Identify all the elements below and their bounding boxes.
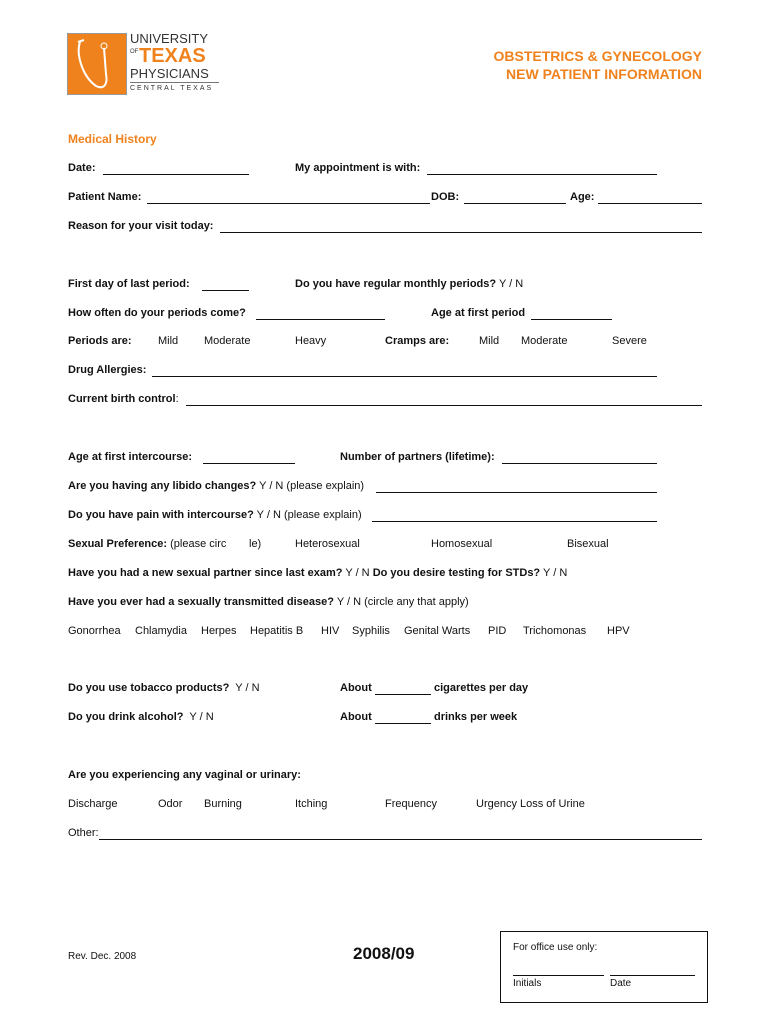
cigarettes-field[interactable] xyxy=(375,694,431,695)
age-label: Age: xyxy=(570,191,595,203)
period-option-moderate[interactable]: Moderate xyxy=(204,335,251,347)
option-homosexual[interactable]: Homosexual xyxy=(431,538,493,550)
period-option-heavy[interactable]: Heavy xyxy=(295,335,327,347)
drug-allergies-label: Drug Allergies: xyxy=(68,364,147,376)
period-frequency-field[interactable] xyxy=(256,319,385,320)
symptom-option[interactable]: Discharge xyxy=(68,798,118,810)
std-history-question: Have you ever had a sexually transmitted disease? Y / N (circle any that apply) xyxy=(68,596,469,608)
cramp-option-mild[interactable]: Mild xyxy=(479,335,500,347)
option-heterosexual[interactable]: Heterosexual xyxy=(295,538,360,550)
logo-physicians: PHYSICIANS xyxy=(130,66,209,81)
symptoms-question: Are you experiencing any vaginal or urinary: xyxy=(68,769,301,781)
ut-physicians-logo xyxy=(67,33,219,95)
regular-periods-question: Do you have regular monthly periods? Y / N xyxy=(295,278,524,290)
std-option[interactable]: Chlamydia xyxy=(135,625,187,637)
sexual-preference-label-end: le) xyxy=(249,538,262,550)
drinks-label: drinks per week xyxy=(434,711,518,723)
tobacco-question: Do you use tobacco products? Y / N xyxy=(68,682,260,694)
periods-are-label: Periods are: xyxy=(68,335,132,347)
symptom-option[interactable]: Frequency xyxy=(385,798,437,810)
page-title xyxy=(494,47,702,83)
symptom-option[interactable]: Itching xyxy=(295,798,328,810)
first-day-period-label: First day of last period: xyxy=(68,278,190,290)
std-option[interactable]: PID xyxy=(488,625,507,637)
dob-field[interactable] xyxy=(464,203,566,204)
initials-label: Initials xyxy=(513,978,542,989)
std-option[interactable]: Hepatitis B xyxy=(250,625,304,637)
other-label: Other: xyxy=(68,827,99,839)
section-heading: Medical History xyxy=(68,132,157,146)
date-field[interactable] xyxy=(103,174,249,175)
logo-university: UNIVERSITY xyxy=(130,31,209,46)
initials-field[interactable] xyxy=(513,975,604,976)
age-first-intercourse-label: Age at first intercourse: xyxy=(68,451,193,463)
appointment-label: My appointment is with: xyxy=(295,162,421,174)
office-date-label: Date xyxy=(610,978,632,989)
age-field[interactable] xyxy=(598,203,702,204)
other-field[interactable] xyxy=(99,839,702,840)
appointment-field[interactable] xyxy=(427,174,657,175)
title-line-2: NEW PATIENT INFORMATION xyxy=(506,66,702,82)
libido-question: Are you having any libido changes? Y / N (please explain) xyxy=(68,480,365,492)
office-date-field[interactable] xyxy=(610,975,695,976)
patient-name-field[interactable] xyxy=(147,203,430,204)
period-frequency-label: How often do your periods come? xyxy=(68,307,246,319)
logo-texas: TEXAS xyxy=(139,45,206,67)
libido-field[interactable] xyxy=(376,492,657,493)
first-day-period-field[interactable] xyxy=(202,290,249,291)
sexual-preference-label: Sexual Preference: (please circ xyxy=(68,538,227,550)
cramps-are-label: Cramps are: xyxy=(385,335,450,347)
patient-name-label: Patient Name: xyxy=(68,191,142,203)
std-option[interactable]: Trichomonas xyxy=(523,625,587,637)
option-bisexual[interactable]: Bisexual xyxy=(567,538,609,550)
stethoscope-icon xyxy=(67,33,127,95)
symptom-option[interactable]: Odor xyxy=(158,798,183,810)
age-first-period-field[interactable] xyxy=(531,319,612,320)
std-option[interactable]: HIV xyxy=(321,625,340,637)
form-year: 2008/09 xyxy=(353,944,415,963)
symptom-option[interactable]: Urgency Loss of Urine xyxy=(476,798,585,810)
about-label: About xyxy=(340,711,372,723)
drug-allergies-field[interactable] xyxy=(152,376,657,377)
title-line-1: OBSTETRICS & GYNECOLOGY xyxy=(493,48,702,64)
pain-question: Do you have pain with intercourse? Y / N (please explain) xyxy=(68,509,362,521)
std-option[interactable]: HPV xyxy=(607,625,630,637)
drinks-field[interactable] xyxy=(375,723,431,724)
std-option[interactable]: Herpes xyxy=(201,625,237,637)
age-first-period-label: Age at first period xyxy=(431,307,526,319)
std-option[interactable]: Genital Warts xyxy=(404,625,471,637)
office-use-label: For office use only: xyxy=(513,942,598,953)
logo-central-texas: CENTRAL TEXAS xyxy=(130,85,214,92)
symptom-option[interactable]: Burning xyxy=(204,798,242,810)
pain-field[interactable] xyxy=(372,521,657,522)
logo-of: OF xyxy=(130,49,139,55)
revision-date: Rev. Dec. 2008 xyxy=(68,951,137,962)
cramp-option-moderate[interactable]: Moderate xyxy=(521,335,568,347)
cigarettes-label: cigarettes per day xyxy=(434,682,529,694)
cramp-option-severe[interactable]: Severe xyxy=(612,335,647,347)
birth-control-label: Current birth control: xyxy=(68,393,179,405)
office-use-box xyxy=(500,931,708,1003)
partners-label: Number of partners (lifetime): xyxy=(340,451,495,463)
date-label: Date: xyxy=(68,162,96,174)
alcohol-question: Do you drink alcohol? Y / N xyxy=(68,711,214,723)
dob-label: DOB: xyxy=(431,191,460,203)
std-option[interactable]: Gonorrhea xyxy=(68,625,121,637)
age-first-intercourse-field[interactable] xyxy=(203,463,295,464)
std-option[interactable]: Syphilis xyxy=(352,625,390,637)
partners-field[interactable] xyxy=(502,463,657,464)
period-option-mild[interactable]: Mild xyxy=(158,335,179,347)
reason-field[interactable] xyxy=(220,232,702,233)
new-partner-std-testing-question: Have you had a new sexual partner since last exam? Y / N Do you desire testing for STDs? Y / N xyxy=(68,567,568,579)
birth-control-field[interactable] xyxy=(186,405,702,406)
about-label: About xyxy=(340,682,372,694)
reason-label: Reason for your visit today: xyxy=(68,220,214,232)
